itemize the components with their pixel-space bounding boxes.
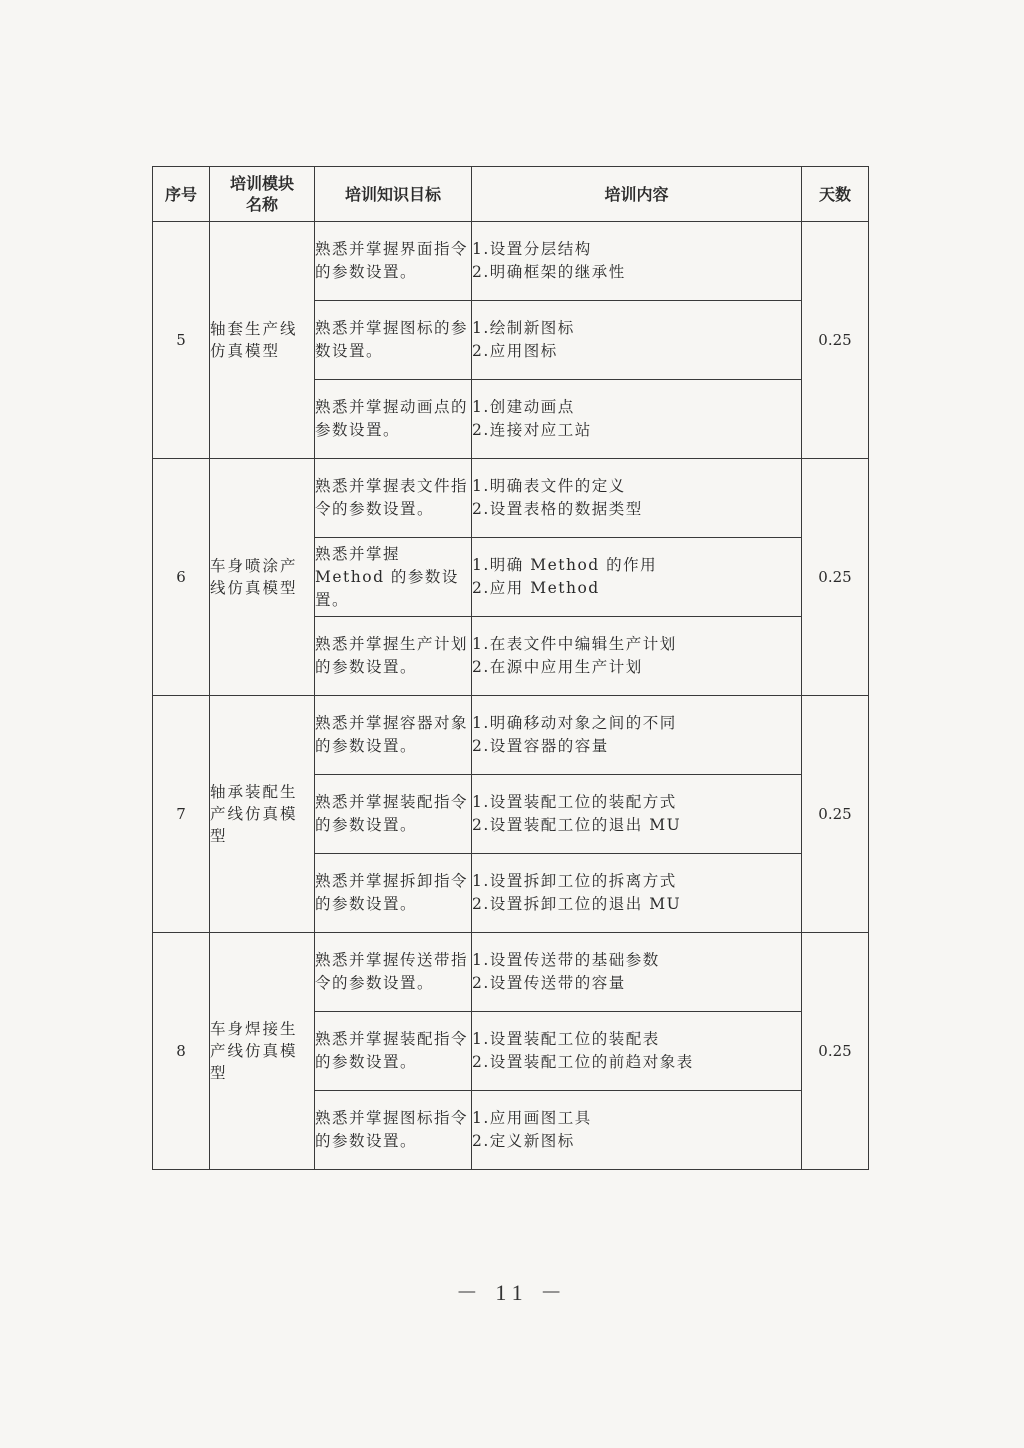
module-name: 轴承装配生产线仿真模型	[210, 696, 315, 933]
row-index: 8	[153, 933, 210, 1170]
row-index: 6	[153, 459, 210, 696]
training-content	[472, 775, 802, 854]
knowledge-goal: 熟悉并掌握界面指令的参数设置。	[315, 222, 472, 301]
row-index: 5	[153, 222, 210, 459]
training-content	[472, 538, 802, 617]
training-content	[472, 617, 802, 696]
content-line: 1.绘制新图标	[472, 319, 575, 337]
content-line: 1.设置分层结构	[472, 240, 592, 258]
knowledge-goal: 熟悉并掌握动画点的参数设置。	[315, 380, 472, 459]
training-content	[472, 933, 802, 1012]
training-days: 0.25	[802, 696, 869, 933]
content-line: 1.设置传送带的基础参数	[472, 951, 660, 969]
training-days: 0.25	[802, 222, 869, 459]
content-line: 2.应用 Method	[472, 579, 600, 597]
training-content	[472, 1091, 802, 1170]
content-line: 2.设置表格的数据类型	[472, 500, 643, 518]
training-content	[472, 222, 802, 301]
header-row	[153, 167, 869, 222]
content-line: 2.设置装配工位的前趋对象表	[472, 1053, 694, 1071]
knowledge-goal: 熟悉并掌握拆卸指令的参数设置。	[315, 854, 472, 933]
knowledge-goal: 熟悉并掌握图标的参数设置。	[315, 301, 472, 380]
header-content: 培训内容	[472, 167, 802, 222]
training-days: 0.25	[802, 459, 869, 696]
table-row	[153, 459, 869, 538]
content-line: 2.设置容器的容量	[472, 737, 609, 755]
content-line: 1.设置装配工位的装配表	[472, 1030, 660, 1048]
table-row	[153, 696, 869, 775]
row-index: 7	[153, 696, 210, 933]
content-line: 1.创建动画点	[472, 398, 575, 416]
header-index: 序号	[153, 167, 210, 222]
training-content	[472, 380, 802, 459]
content-line: 1.明确表文件的定义	[472, 477, 626, 495]
module-name: 车身喷涂产线仿真模型	[210, 459, 315, 696]
knowledge-goal: 熟悉并掌握装配指令的参数设置。	[315, 1012, 472, 1091]
header-module: 培训模块名称	[210, 167, 315, 222]
training-days: 0.25	[802, 933, 869, 1170]
page-number: － 11 －	[455, 1280, 569, 1305]
header-days: 天数	[802, 167, 869, 222]
table-row	[153, 222, 869, 301]
header-goal: 培训知识目标	[315, 167, 472, 222]
knowledge-goal: 熟悉并掌握表文件指令的参数设置。	[315, 459, 472, 538]
training-content	[472, 301, 802, 380]
knowledge-goal: 熟悉并掌握传送带指令的参数设置。	[315, 933, 472, 1012]
content-line: 1.明确移动对象之间的不同	[472, 714, 677, 732]
training-plan-table	[152, 166, 869, 1170]
content-line: 2.明确框架的继承性	[472, 263, 626, 281]
table-row	[153, 933, 869, 1012]
content-line: 1.设置拆卸工位的拆离方式	[472, 872, 677, 890]
content-line: 2.设置装配工位的退出 MU	[472, 816, 682, 834]
content-line: 2.定义新图标	[472, 1132, 575, 1150]
training-content	[472, 696, 802, 775]
training-content	[472, 854, 802, 933]
content-line: 2.应用图标	[472, 342, 558, 360]
training-content	[472, 459, 802, 538]
content-line: 2.在源中应用生产计划	[472, 658, 643, 676]
content-line: 2.连接对应工站	[472, 421, 592, 439]
content-line: 2.设置拆卸工位的退出 MU	[472, 895, 682, 913]
content-line: 1.在表文件中编辑生产计划	[472, 635, 677, 653]
table-body	[153, 222, 869, 1170]
knowledge-goal: 熟悉并掌握容器对象的参数设置。	[315, 696, 472, 775]
knowledge-goal: 熟悉并掌握图标指令的参数设置。	[315, 1091, 472, 1170]
content-line: 2.设置传送带的容量	[472, 974, 626, 992]
knowledge-goal: 熟悉并掌握 Method 的参数设置。	[315, 538, 472, 617]
module-name: 车身焊接生产线仿真模型	[210, 933, 315, 1170]
content-line: 1.设置装配工位的装配方式	[472, 793, 677, 811]
training-content	[472, 1012, 802, 1091]
content-line: 1.明确 Method 的作用	[472, 556, 658, 574]
knowledge-goal: 熟悉并掌握生产计划的参数设置。	[315, 617, 472, 696]
module-name: 轴套生产线仿真模型	[210, 222, 315, 459]
knowledge-goal: 熟悉并掌握装配指令的参数设置。	[315, 775, 472, 854]
content-line: 1.应用画图工具	[472, 1109, 592, 1127]
